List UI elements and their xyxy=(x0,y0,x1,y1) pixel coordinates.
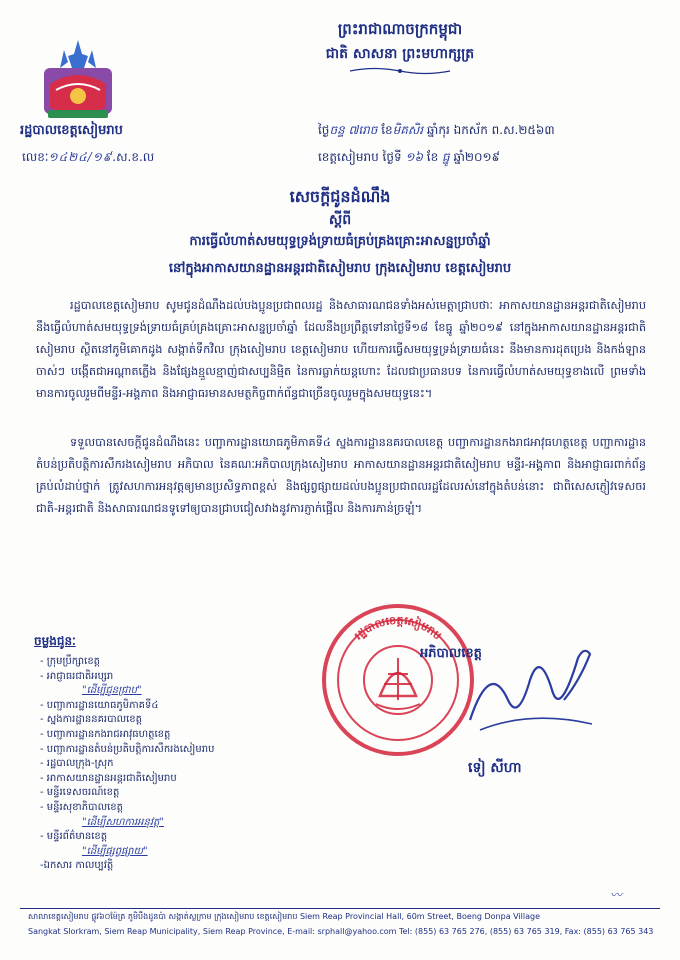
solar-date-prefix: ខេត្តសៀមរាប ថ្ងៃទី xyxy=(318,150,406,164)
note-inform: "ដើម្បីជូនជ្រាប" xyxy=(82,685,142,697)
note-cooperate: "ដើម្បីសហការអនុវត្ត" xyxy=(82,816,165,828)
kingdom-heading: ព្រះរាជាណាចក្រកម្ពុជា xyxy=(337,20,463,38)
list-item: - មន្ទីរទេសចរណ៍ខេត្ត xyxy=(40,787,120,799)
document-type: សេចក្តីជូនដំណឹង xyxy=(289,187,391,206)
list-item: - បញ្ជាការដ្ឋានយោធភូមិភាគទី៤ xyxy=(40,699,159,711)
body-paragraph-2: ទទួលបានសេចក្តីជូនដំណឹងនេះ បញ្ជាការដ្ឋានយោធភូមិភាគទី៤ ស្នងការដ្ឋាននគរបាលខេត្ត បញ្ជាការដ្ឋានកងរាជអាវុធហត្ថខេត្ត បញ្ជាការដ្ឋានតំបន់ប្រតិបត្តិការសឹករងសៀមរាប អភិបាល នៃគណៈអភិបាលក្រុងសៀមរាប អាកាសយានដ្ឋានអន្តរជាតិសៀមរាប មន្ទីរ-អង្គភាព និងអាជ្ញាធរពាក់ព័ន្ធគ្រប់លំដាប់ថ្នាក់ ត្រូវសហការអនុវត្តឲ្យមានប្រសិទ្ធភាពខ្ពស់ និងផ្សព្វផ្សាយដល់បងប្អូនប្រជាពលរដ្ឋដែលរស់នៅក្នុងតំបន់នោះ ជាពិសេសភ្ញៀវទេសចរជាតិ-អន្តរជាតិ និងសាធារណជនទូទៅឲ្យបានជ្រាបជៀសវាងនូវការភ្ញាក់ផ្អើល និងការភាន់ច្រឡំ។ xyxy=(36,436,646,515)
solar-date xyxy=(318,149,500,167)
list-item: - បញ្ជាការដ្ឋានកងរាជអាវុធហត្ថខេត្ត xyxy=(40,728,171,740)
solar-month-handwritten: ធ្នូ xyxy=(442,150,450,164)
recipients-list xyxy=(40,655,214,874)
svg-text:រដ្ឋបាលខេត្តសៀមរាប xyxy=(352,613,444,642)
seal-text: រដ្ឋបាលខេត្តសៀមរាប xyxy=(351,613,444,643)
reference-label: លេខៈ xyxy=(22,150,49,164)
provincial-emblem-icon xyxy=(40,38,116,122)
list-item: - បញ្ជាការដ្ឋានតំបន់ប្រតិបត្តិការសឹករងសៀមរាប xyxy=(40,743,215,755)
subject-line-1: ការធ្វើលំហាត់សមយុទ្ធទ្រង់ទ្រាយធំគ្រប់គ្រងគ្រោះអាសន្នប្រចាំឆ្នាំ xyxy=(189,234,491,249)
handwritten-signature-icon xyxy=(460,640,600,740)
list-item: -ឯកសារ កាលប្បវត្តិ xyxy=(40,860,114,872)
reference-suffix: .ស.ខ.ល xyxy=(112,150,155,164)
solar-day-handwritten: ១៦ xyxy=(405,150,423,164)
issuing-authority: រដ្ឋបាលខេត្តសៀមរាប xyxy=(20,123,123,138)
lunar-month-label: ខែ xyxy=(377,123,393,137)
motto-heading: ជាតិ សាសនា ព្រះមហាក្សត្រ xyxy=(325,46,475,62)
list-item: - មន្ទីរព័ត៌មានខេត្ត xyxy=(40,831,108,843)
solar-month-label: ខែ xyxy=(422,150,443,164)
recipients-title: ចម្លងជូនៈ xyxy=(34,634,76,648)
lunar-date-prefix: ថ្ងៃ xyxy=(318,123,330,137)
subject-line-2: នៅក្នុងអាកាសយានដ្ឋានអន្តរជាតិសៀមរាប ក្រុងសៀមរាប ខេត្តសៀមរាប xyxy=(168,261,512,276)
footer-divider xyxy=(20,908,660,909)
footer-address-line-1: សាលាខេត្តសៀមរាប ផ្លូវ៦០ម៉ែត្រ ភូមិបឹងដូនប៉ា សង្កាត់ស្លក្រាម ក្រុងសៀមរាប ខេត្តសៀមរាប Siem Reap Provincial Hall, 60m Street, Boeng Donpa Village xyxy=(28,912,541,921)
lunar-day-handwritten: ចន្ទ ៧រោច xyxy=(329,123,378,137)
lunar-date xyxy=(318,122,555,140)
list-item: - រដ្ឋបាលក្រុង-ស្រុក xyxy=(40,758,114,770)
lunar-month-handwritten: មិគសិរ xyxy=(392,123,424,137)
note-broadcast: "ដើម្បីផ្សព្វផ្សាយ" xyxy=(82,845,148,857)
reference-value: ១៤២៤/១៩ xyxy=(48,150,113,164)
list-item: - ក្រុមប្រឹក្សាខេត្ត xyxy=(40,656,101,667)
about-label: ស្តីពី xyxy=(328,212,352,228)
solar-year: ឆ្នាំ២០១៩ xyxy=(449,150,501,164)
footer-address-line-2: Sangkat Slorkram, Siem Reap Municipality, Siem Reap Province, E-mail: srphall@yahoo.com Tel: (855) 63 765 276, (855) 63 765 319, Fax: (855) 63 765 343 xyxy=(28,927,654,936)
lunar-year: ឆ្នាំកុរ ឯកស័ក ព.ស.២៥៦៣ xyxy=(423,123,555,137)
list-item: - អាជ្ញាធរជាតិអប្សរា xyxy=(40,670,114,682)
page-mark: 〰 xyxy=(610,888,623,902)
reference-number xyxy=(22,149,154,167)
motto-ornament xyxy=(345,66,455,76)
signatory-name: ទៀ សីហា xyxy=(468,760,522,776)
signatory-title: អភិបាលខេត្ត xyxy=(420,646,482,661)
list-item: - អាកាសយានដ្ឋានអន្តរជាតិសៀមរាប xyxy=(40,772,177,784)
official-seal-icon xyxy=(318,600,478,760)
body-paragraph-1: រដ្ឋបាលខេត្តសៀមរាប សូមជូនដំណឹងដល់បងប្អូនប្រជាពលរដ្ឋ និងសាធារណជនទាំងអស់មេត្តាជ្រាបថាៈ អាកាសយានដ្ឋានអន្តរជាតិសៀមរាប នឹងធ្វើលំហាត់សមយុទ្ធទ្រង់ទ្រាយធំគ្រប់គ្រងគ្រោះអាសន្នប្រចាំឆ្នាំ ដែលនឹងប្រព្រឹត្តទៅនាថ្ងៃទី១៨ ខែធ្នូ ឆ្នាំ២០១៩ នៅក្នុងអាកាសយានដ្ឋានអន្តរជាតិសៀមរាប ស្ថិតនៅភូមិគោកដូង សង្កាត់ទឹកវិល ក្រុងសៀមរាប ខេត្តសៀមរាប ហើយការធ្វើសមយុទ្ធទ្រង់ទ្រាយធំនេះ នឹងមានការដុតប្រេង និងកង់ឡានចាស់ៗ បង្កើតជាអណ្តាតភ្លើង និងផ្សែងខ្មួលខ្មាញ់ជាសប្បនិម្មិត នៃការធ្លាក់យន្តហោះ ដែលជាប្រធានបទ នៃការធ្វើលំហាត់សមយុទ្ធខាងលើ ព្រមទាំងមានការចូលរួមពីមន្ទីរ-អង្គភាព និងអាជ្ញាធរមានសមត្ថកិច្ចពាក់ព័ន្ធជាច្រើនចូលរួមក្នុងសមយុទ្ធនេះ។ xyxy=(36,299,646,400)
list-item: - ស្នងការដ្ឋាននគរបាលខេត្ត xyxy=(40,714,143,726)
list-item: - មន្ទីរសុខាភិបាលខេត្ត xyxy=(40,801,123,813)
